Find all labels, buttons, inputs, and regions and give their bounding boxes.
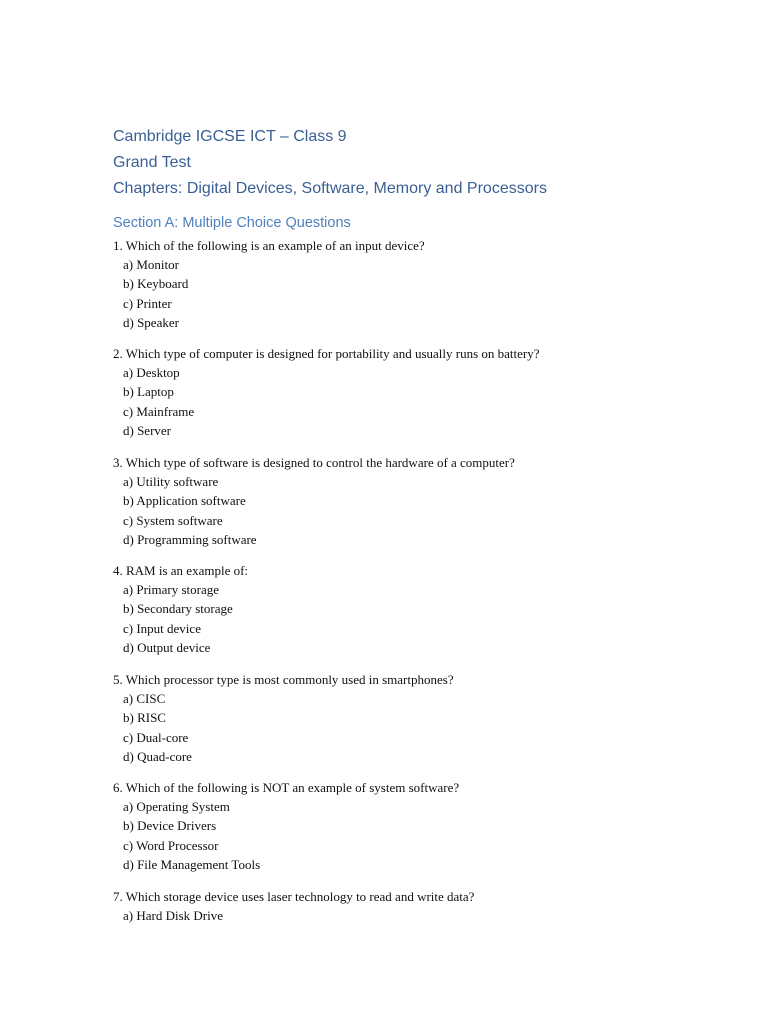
answer-option: a) Primary storage bbox=[123, 582, 220, 598]
question-text: 5. Which processor type is most commonly used in smartphones? bbox=[113, 672, 454, 687]
question-text: 7. Which storage device uses laser technology to read and write data? bbox=[113, 889, 475, 904]
answer-option: b) Device Drivers bbox=[123, 818, 217, 834]
answer-option: c) Word Processor bbox=[123, 837, 219, 853]
question-text: 1. Which of the following is an example of an input device? bbox=[113, 238, 425, 253]
chapters-title: Chapters: Digital Devices, Software, Memory and Processors bbox=[113, 180, 547, 197]
answer-option: d) Server bbox=[123, 422, 172, 438]
test-title: Grand Test bbox=[113, 154, 191, 171]
question-2 bbox=[113, 344, 733, 440]
answer-option: c) Printer bbox=[123, 295, 172, 311]
answer-option: a) Hard Disk Drive bbox=[123, 908, 223, 924]
answer-option: a) CISC bbox=[123, 691, 166, 707]
question-1 bbox=[113, 236, 733, 332]
answer-option: c) System software bbox=[123, 512, 223, 528]
answer-option: a) Desktop bbox=[123, 365, 180, 381]
answer-option: b) Keyboard bbox=[123, 276, 189, 292]
answer-option: d) Quad-core bbox=[123, 748, 192, 764]
question-text: 3. Which type of software is designed to control the hardware of a computer? bbox=[113, 455, 515, 470]
answer-option: c) Dual-core bbox=[123, 729, 189, 745]
answer-option: a) Monitor bbox=[123, 257, 179, 273]
answer-option: d) Speaker bbox=[123, 314, 179, 330]
answer-option: d) Programming software bbox=[123, 531, 257, 547]
section-a-title: Section A: Multiple Choice Questions bbox=[113, 215, 351, 231]
question-4 bbox=[113, 561, 733, 657]
answer-option: d) File Management Tools bbox=[123, 856, 261, 872]
answer-option: d) Output device bbox=[123, 639, 211, 655]
answer-option: a) Utility software bbox=[123, 474, 219, 490]
course-title: Cambridge IGCSE ICT – Class 9 bbox=[113, 128, 347, 145]
answer-option: c) Mainframe bbox=[123, 403, 195, 419]
question-7 bbox=[113, 887, 733, 925]
question-text: 6. Which of the following is NOT an example of system software? bbox=[113, 780, 460, 795]
answer-option: a) Operating System bbox=[123, 799, 230, 815]
answer-option: c) Input device bbox=[123, 620, 201, 636]
question-6 bbox=[113, 778, 733, 874]
question-3 bbox=[113, 453, 733, 549]
answer-option: b) Laptop bbox=[123, 384, 174, 400]
answer-option: b) Secondary storage bbox=[123, 601, 233, 617]
question-text: 4. RAM is an example of: bbox=[113, 563, 249, 578]
question-text: 2. Which type of computer is designed for portability and usually runs on battery? bbox=[113, 346, 540, 361]
document-header bbox=[113, 124, 733, 202]
answer-option: b) RISC bbox=[123, 710, 166, 726]
answer-option: b) Application software bbox=[123, 493, 246, 509]
question-5 bbox=[113, 670, 733, 766]
